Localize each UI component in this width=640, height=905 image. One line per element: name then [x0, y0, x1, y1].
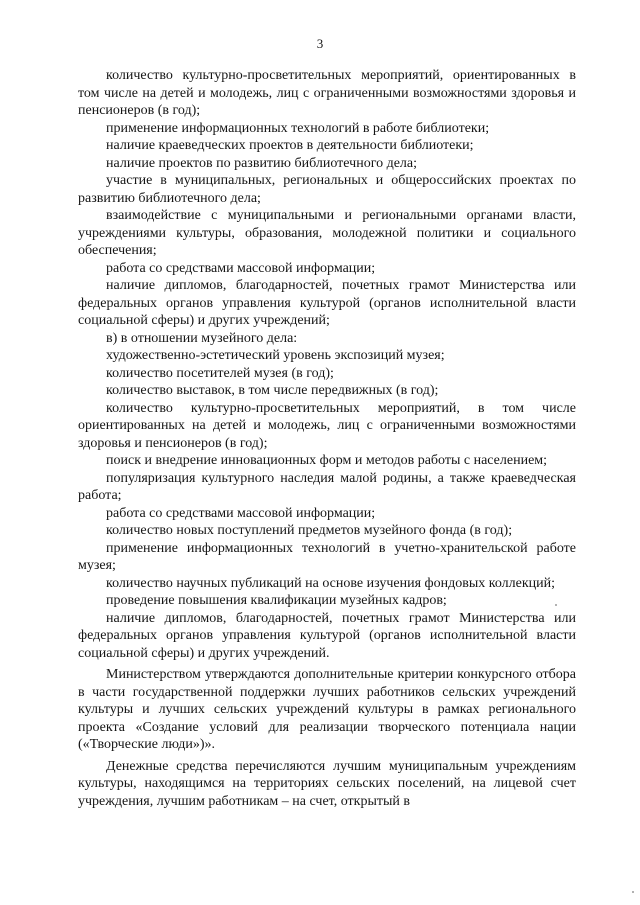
paragraph: художественно-эстетический уровень экспозиций музея; — [106, 348, 445, 363]
paragraph: наличие дипломов, благодарностей, почетных грамот Министерства или федеральных органов управления культурой (органов исполнительной власти социальной сферы) и других учреждений; — [78, 278, 576, 328]
scan-speck — [555, 604, 557, 606]
paragraph: работа со средствами массовой информации; — [106, 505, 376, 521]
paragraph: применение информационных технологий в учетно-хранительской работе музея; — [78, 540, 576, 573]
paragraph: наличие дипломов, благодарностей, почетных грамот Министерства или федеральных органов управления культурой (органов исполнительной власти социальной сферы) и других учреждений. — [78, 610, 576, 661]
paragraph: наличие проектов по развитию библиотечного дела; — [106, 155, 418, 171]
paragraph: количество культурно-просветительных мероприятий, в том числе ориентированных на детей и молодежь, лиц с ограниченными возможностями здоровья и пенсионеров (в год); — [78, 400, 576, 451]
paragraph: проведение повышения квалификации музейных кадров; — [106, 593, 447, 608]
paragraph: участие в муниципальных, региональных и общероссийских проектах по развитию библиотечного дела; — [78, 173, 576, 206]
paragraph: количество научных публикаций на основе изучения фондовых коллекций; — [106, 575, 555, 591]
page-number: 3 — [316, 36, 324, 51]
paragraph: взаимодействие с муниципальными и региональными органами власти, учреждениями культуры, образования, молодежной политики и социального обеспечения; — [78, 208, 576, 258]
paragraph: количество культурно-просветительных мероприятий, ориентированных в том числе на детей и молодежь, лиц с ограниченными возможностями здоровья и пенсионеров (в год); — [78, 68, 576, 118]
paragraph: поиск и внедрение инновационных форм и методов работы с населением; — [106, 453, 548, 468]
paragraph: работа со средствами массовой информации; — [106, 260, 376, 276]
paragraph: Министерством утверждаются дополнительные критерии конкурсного отбора в части государственной поддержки лучших работников сельских учреждений культуры и лучших сельских учреждений культуры в рамках регионального проекта «Создание условий для реализации творческого потенциала нации («Творческие люди»)». — [78, 667, 576, 752]
paragraph: наличие краеведческих проектов в деятельности библиотеки; — [106, 138, 474, 153]
paragraph: количество новых поступлений предметов музейного фонда (в год); — [106, 523, 513, 538]
scan-speck — [632, 891, 634, 893]
section-subheading: в) в отношении музейного дела: — [106, 330, 298, 346]
paragraph: количество выставок, в том числе передвижных (в год); — [106, 383, 439, 398]
document-body — [78, 67, 576, 810]
paragraph: количество посетителей музея (в год); — [106, 365, 334, 381]
paragraph: применение информационных технологий в работе библиотеки; — [106, 120, 490, 136]
paragraph: Денежные средства перечисляются лучшим муниципальным учреждениям культуры, находящимся на территориях сельских поселений, на лицевой счет учреждения, лучшим работникам – на счет, открытый в — [78, 758, 576, 809]
paragraph: популяризация культурного наследия малой родины, а также краеведческая работа; — [78, 470, 576, 503]
